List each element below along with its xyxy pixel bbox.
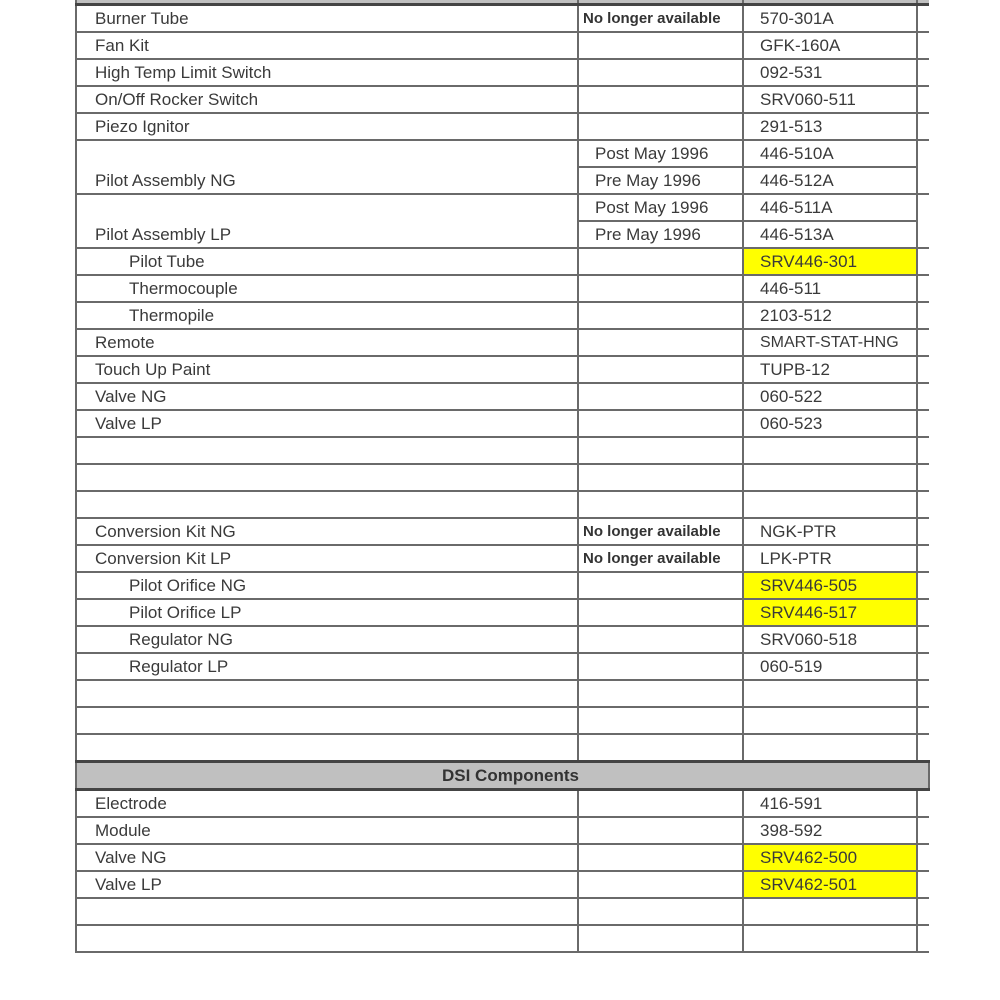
part-number: SRV060-511 — [743, 86, 917, 113]
empty-row — [76, 925, 929, 952]
table-row — [76, 518, 929, 545]
part-name: Module — [76, 817, 578, 844]
part-number: 291-513 — [743, 113, 917, 140]
table-row — [76, 194, 929, 221]
part-name: Touch Up Paint — [76, 356, 578, 383]
table-row — [76, 410, 929, 437]
table-row — [76, 626, 929, 653]
table-row — [76, 653, 929, 680]
part-name: Piezo Ignitor — [76, 113, 578, 140]
note-cell — [578, 844, 743, 871]
part-number-highlighted: SRV462-501 — [743, 871, 917, 898]
part-number: 570-301A — [743, 5, 917, 33]
part-number: SRV060-518 — [743, 626, 917, 653]
note-cell — [578, 790, 743, 818]
section-title: DSI Components — [76, 762, 929, 790]
part-number: 092-531 — [743, 59, 917, 86]
note-cell — [578, 32, 743, 59]
table-row — [76, 790, 929, 818]
part-name: Electrode — [76, 790, 578, 818]
note-cell — [578, 86, 743, 113]
note-cell — [578, 59, 743, 86]
part-number-highlighted: SRV446-505 — [743, 572, 917, 599]
part-name: On/Off Rocker Switch — [76, 86, 578, 113]
part-number: 446-511 — [743, 275, 917, 302]
table-row — [76, 817, 929, 844]
part-name: Remote — [76, 329, 578, 356]
part-number: 446-513A — [743, 221, 917, 248]
note-cell — [578, 599, 743, 626]
empty-row — [76, 734, 929, 762]
part-number: 060-523 — [743, 410, 917, 437]
part-name: Pilot Orifice LP — [76, 599, 578, 626]
table-row — [76, 248, 929, 275]
variant-note: Pre May 1996 — [578, 167, 743, 194]
table-row — [76, 356, 929, 383]
availability-note: No longer available — [578, 5, 743, 33]
table-row — [76, 599, 929, 626]
note-cell — [578, 626, 743, 653]
table-row — [76, 59, 929, 86]
part-number-highlighted: SRV446-301 — [743, 248, 917, 275]
note-cell — [578, 383, 743, 410]
table-row — [76, 871, 929, 898]
part-name: Valve NG — [76, 844, 578, 871]
empty-row — [76, 464, 929, 491]
part-name: Regulator NG — [76, 626, 578, 653]
note-cell — [578, 302, 743, 329]
note-cell — [578, 275, 743, 302]
part-number: 446-511A — [743, 194, 917, 221]
empty-row — [76, 680, 929, 707]
table-row — [76, 113, 929, 140]
note-cell — [578, 329, 743, 356]
part-number: 416-591 — [743, 790, 917, 818]
availability-note: No longer available — [578, 545, 743, 572]
table-row — [76, 140, 929, 167]
empty-row — [76, 898, 929, 925]
part-name: Regulator LP — [76, 653, 578, 680]
part-number: 398-592 — [743, 817, 917, 844]
table-row — [76, 329, 929, 356]
section-header-row — [76, 762, 929, 790]
part-name: Pilot Orifice NG — [76, 572, 578, 599]
parts-table — [75, 0, 930, 953]
variant-note: Pre May 1996 — [578, 221, 743, 248]
variant-note: Post May 1996 — [578, 194, 743, 221]
part-name: Conversion Kit LP — [76, 545, 578, 572]
part-number: LPK-PTR — [743, 545, 917, 572]
empty-row — [76, 491, 929, 518]
availability-note: No longer available — [578, 518, 743, 545]
part-number: NGK-PTR — [743, 518, 917, 545]
part-name: Pilot Assembly LP — [76, 194, 578, 248]
empty-row — [76, 707, 929, 734]
part-number: 060-522 — [743, 383, 917, 410]
part-name: Valve LP — [76, 871, 578, 898]
part-number: SMART-STAT-HNG — [743, 329, 917, 356]
variant-note: Post May 1996 — [578, 140, 743, 167]
part-number-highlighted: SRV446-517 — [743, 599, 917, 626]
empty-row — [76, 437, 929, 464]
table-row — [76, 545, 929, 572]
note-cell — [578, 113, 743, 140]
part-number: 446-510A — [743, 140, 917, 167]
part-name: Thermocouple — [76, 275, 578, 302]
table-row — [76, 383, 929, 410]
note-cell — [578, 653, 743, 680]
note-cell — [578, 572, 743, 599]
table-row — [76, 302, 929, 329]
table-row — [76, 572, 929, 599]
table-row — [76, 32, 929, 59]
part-name: Conversion Kit NG — [76, 518, 578, 545]
part-number: 060-519 — [743, 653, 917, 680]
part-number-highlighted: SRV462-500 — [743, 844, 917, 871]
parts-table-container — [75, 0, 930, 953]
note-cell — [578, 410, 743, 437]
part-name: Thermopile — [76, 302, 578, 329]
part-number: GFK-160A — [743, 32, 917, 59]
part-name: Burner Tube — [76, 5, 578, 33]
table-row — [76, 844, 929, 871]
note-cell — [578, 871, 743, 898]
note-cell — [578, 248, 743, 275]
part-name: Valve LP — [76, 410, 578, 437]
part-name: Pilot Tube — [76, 248, 578, 275]
table-row — [76, 86, 929, 113]
part-number: 446-512A — [743, 167, 917, 194]
table-row — [76, 5, 929, 33]
note-cell — [578, 817, 743, 844]
table-row — [76, 275, 929, 302]
part-name: Fan Kit — [76, 32, 578, 59]
part-name: Valve NG — [76, 383, 578, 410]
part-name: Pilot Assembly NG — [76, 140, 578, 194]
part-number: 2103-512 — [743, 302, 917, 329]
part-name: High Temp Limit Switch — [76, 59, 578, 86]
part-number: TUPB-12 — [743, 356, 917, 383]
note-cell — [578, 356, 743, 383]
